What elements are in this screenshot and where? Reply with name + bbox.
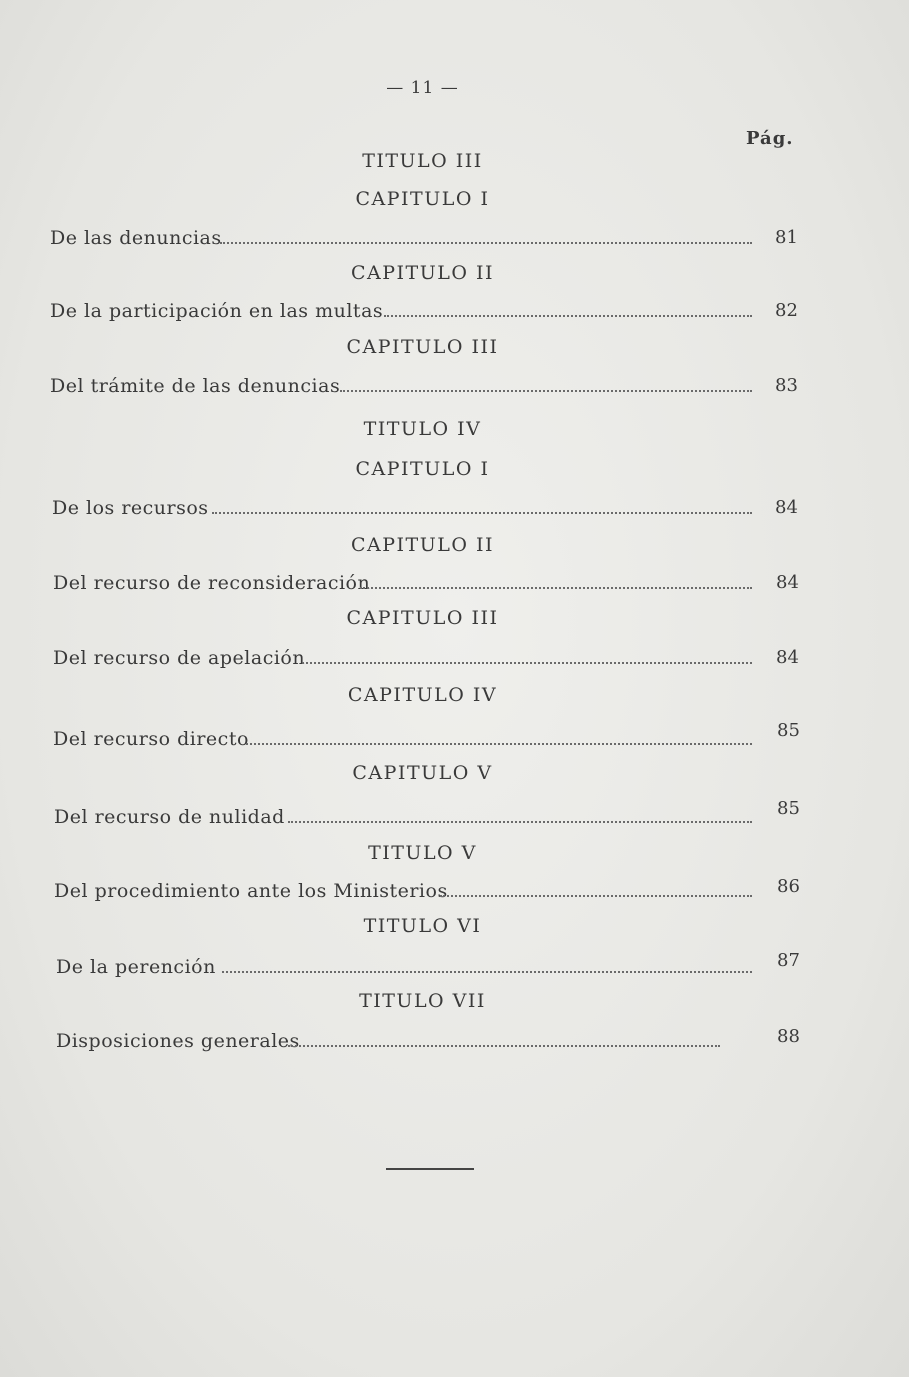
toc-entry-text: Del recurso de apelación [53,647,306,669]
title-heading: TITULO IV [363,418,482,440]
dot-leader [340,390,752,392]
dot-leader [220,242,752,244]
chapter-heading: CAPITULO I [355,188,490,210]
end-rule [386,1168,474,1170]
dot-leader [288,1045,720,1047]
toc-entry-text: Del procedimiento ante los Ministerios [54,880,448,902]
toc-entry [0,876,909,906]
dot-leader [222,971,752,973]
chapter-heading: CAPITULO I [355,458,490,480]
chapter-heading: CAPITULO IV [347,684,498,706]
toc-entry-text: Del trámite de las denuncias [50,375,341,397]
toc-entry-page: 85 [777,798,800,819]
toc-entry-page: 86 [777,876,800,897]
title-heading: TITULO VII [359,990,486,1012]
title-heading: TITULO III [362,150,483,172]
toc-entry-text: Del recurso de reconsideración [53,572,371,594]
toc-entry-text: De la perención [56,956,216,978]
title-heading: TITULO V [368,842,477,864]
toc-entry [0,497,909,523]
toc-entry-page: 84 [776,572,799,593]
page-column-label: Pág. [746,128,794,149]
toc-entry-text: De las denuncias [50,227,222,249]
toc-entry-page: 82 [775,300,798,321]
toc-entry [0,227,909,253]
toc-entry-page: 85 [777,720,800,741]
toc-entry-page: 81 [775,227,798,248]
chapter-heading: CAPITULO III [346,336,499,358]
chapter-heading: CAPITULO II [351,262,494,284]
chapter-heading: CAPITULO II [351,534,494,556]
page-number: — 11 — [386,78,459,98]
toc-entry [0,798,909,832]
dot-leader [212,512,752,514]
dot-leader [360,587,752,589]
toc-entry-page: 88 [777,1026,800,1047]
toc-entry-page: 84 [776,647,799,668]
dot-leader [302,662,752,664]
toc-entry [0,1026,909,1056]
toc-entry-page: 84 [775,497,798,518]
chapter-heading: CAPITULO V [352,762,493,784]
toc-entry [0,375,909,401]
toc-entry [0,572,909,598]
toc-entry-text: De los recursos [52,497,209,519]
title-heading: TITULO VI [363,915,482,937]
toc-entry [0,950,909,982]
toc-entry [0,720,909,754]
toc-entry-text: Del recurso directo [53,728,249,750]
chapter-heading: CAPITULO III [346,607,499,629]
toc-entry-page: 83 [775,375,798,396]
dot-leader [440,895,752,897]
dot-leader [246,743,752,745]
toc-entry-text: De la participación en las multas [50,300,384,322]
toc-entry [0,647,909,673]
dot-leader [288,821,752,823]
toc-entry-text: Disposiciones generales [56,1030,300,1052]
toc-entry-text: Del recurso de nulidad [54,806,285,828]
toc-entry-page: 87 [777,950,800,971]
dot-leader [384,315,752,317]
toc-entry [0,300,909,326]
